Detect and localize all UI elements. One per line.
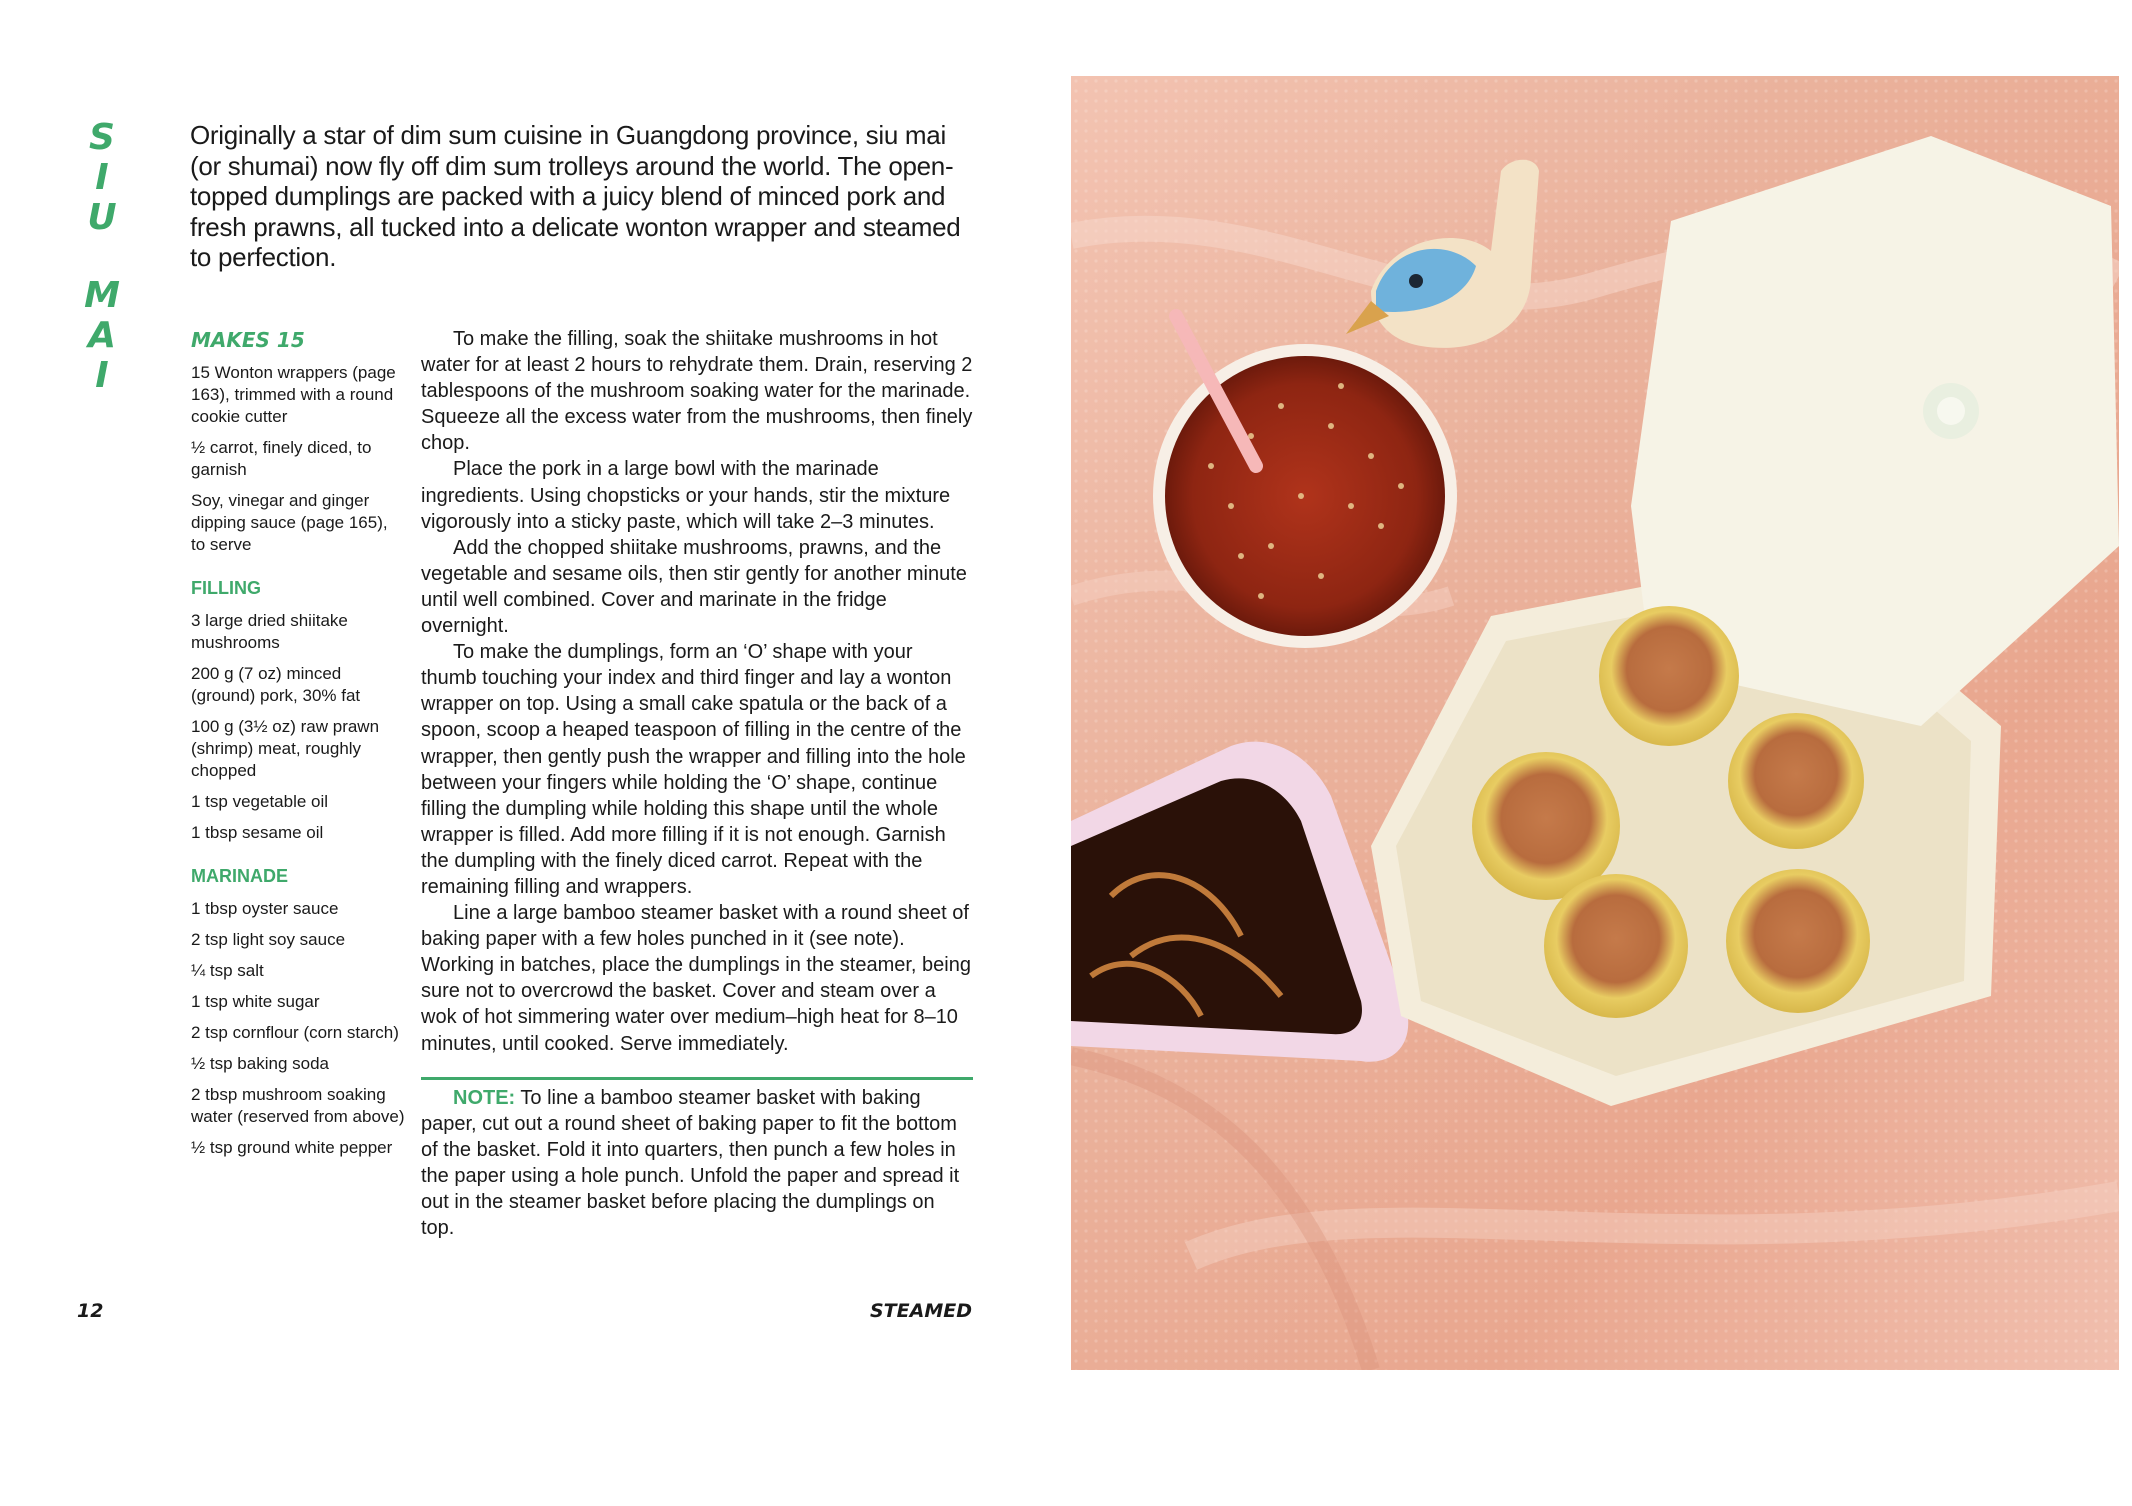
running-head: STEAMED xyxy=(870,1300,972,1322)
method-text xyxy=(421,326,973,1057)
ingredient-item: Soy, vinegar and ginger dipping sauce (page 165), to serve xyxy=(191,491,388,554)
ingredient-item: 1 tbsp sesame oil xyxy=(191,823,324,842)
ingredient-item: ½ tsp ground white pepper xyxy=(191,1138,393,1157)
marinade-list xyxy=(191,898,406,1159)
note-text: To line a bamboo steamer basket with baking paper, cut out a round sheet of baking paper to fit the bottom of the basket. Fold it into quarters, then punch a few holes in the paper using a hole punch. Unfold the paper and spread it out in the steamer basket before placing the dumplings on top. xyxy=(421,1087,960,1240)
marinade-heading: MARINADE xyxy=(191,866,288,886)
recipe-intro: Originally a star of dim sum cuisine in Guangdong province, siu mai (or shumai) now fly off dim sum trolleys around the world. The open-topped dumplings are packed with a juicy blend of minced pork and fresh prawns, all tucked into a delicate wonton wrapper and steamed to perfection. xyxy=(190,120,961,272)
filling-list xyxy=(191,610,406,844)
title-letter: U xyxy=(87,197,117,238)
ingredients-main-list xyxy=(191,362,406,556)
ingredient-item: 2 tbsp mushroom soaking water (reserved from above) xyxy=(191,1085,405,1126)
method-step: To make the dumplings, form an ‘O’ shape with your thumb touching your index and third finger and lay a wonton wrapper on top. Using a small cake spatula or the back of a spoon, scoop a heaped teaspoon of filling in the centre of the wrapper, then gently push the wrapper and filling into the hole between your fingers while holding the ‘O’ shape, continue filling the dumpling while holding this shape until the whole wrapper is filled. Add more filling if it is not enough. Garnish the dumpling with the finely diced carrot. Repeat with the remaining filling and wrappers. xyxy=(421,641,966,898)
ingredients-column xyxy=(191,362,406,1168)
filling-heading: FILLING xyxy=(191,578,261,598)
ingredient-item: 200 g (7 oz) minced (ground) pork, 30% fat xyxy=(191,664,361,705)
ingredient-item: 100 g (3½ oz) raw prawn (shrimp) meat, roughly chopped xyxy=(191,717,380,780)
ingredient-item: ¼ tsp salt xyxy=(191,961,264,980)
ingredient-item: 1 tsp vegetable oil xyxy=(191,792,329,811)
method-step: Add the chopped shiitake mushrooms, prawns, and the vegetable and sesame oils, then stir gently for another minute until well combined. Cover and marinate in the fridge overnight. xyxy=(421,536,967,638)
title-letter: I xyxy=(95,355,109,396)
page-number: 12 xyxy=(77,1300,104,1322)
ingredient-item: 2 tsp light soy sauce xyxy=(191,930,346,949)
ingredient-item: 2 tsp cornflour (corn starch) xyxy=(191,1023,399,1042)
ingredient-item: 3 large dried shiitake mushrooms xyxy=(191,611,348,652)
recipe-title xyxy=(82,118,122,434)
ingredient-item: 1 tbsp oyster sauce xyxy=(191,899,339,918)
title-letter: S xyxy=(89,117,115,158)
title-letter: A xyxy=(88,315,116,356)
yield-label: MAKES 15 xyxy=(191,328,305,352)
note-label: NOTE: xyxy=(453,1087,516,1109)
title-letter: I xyxy=(95,157,109,198)
ingredient-item: ½ tsp baking soda xyxy=(191,1054,329,1073)
food-photo xyxy=(1071,76,2119,1370)
ingredient-item: ½ carrot, finely diced, to garnish xyxy=(191,438,372,479)
title-letter: M xyxy=(84,275,120,316)
title-word xyxy=(82,276,122,396)
ingredient-item: 1 tsp white sugar xyxy=(191,992,320,1011)
note-paragraph xyxy=(421,1085,973,1242)
note-divider xyxy=(421,1077,973,1080)
method-step: Place the pork in a large bowl with the marinade ingredients. Using chopsticks or your hands, stir the mixture vigorously into a sticky paste, which will take 2–3 minutes. xyxy=(421,458,951,533)
title-word xyxy=(82,118,122,238)
method-step: To make the filling, soak the shiitake mushrooms in hot water for at least 2 hours to rehydrate them. Drain, reserving 2 tablespoons of the mushroom soaking water for the marinade. Squeeze all the excess water from the mushrooms, then finely chop. xyxy=(421,328,973,455)
method-step: Line a large bamboo steamer basket with a round sheet of baking paper with a few holes punched in it (see note). Working in batches, place the dumplings in the steamer, being sure not to overcrowd the basket. Cover and steam over a wok of hot simmering water over medium–high heat for 8–10 minutes, until cooked. Serve immediately. xyxy=(421,902,971,1055)
ingredient-item: 15 Wonton wrappers (page 163), trimmed with a round cookie cutter xyxy=(191,363,396,426)
